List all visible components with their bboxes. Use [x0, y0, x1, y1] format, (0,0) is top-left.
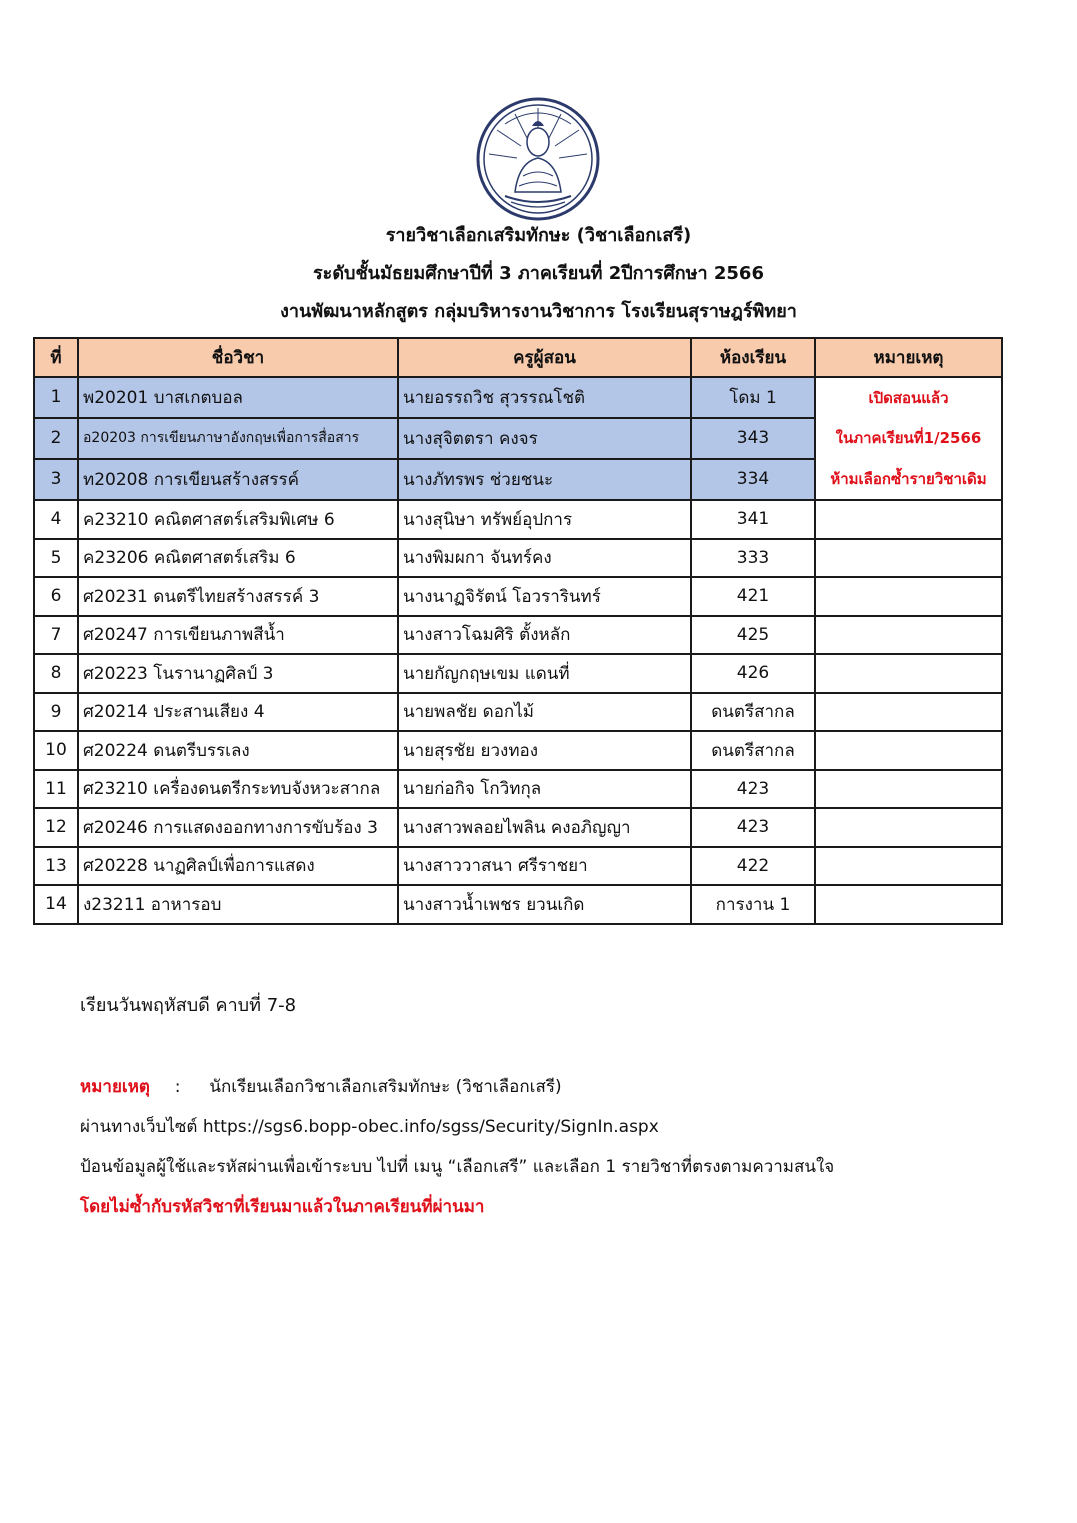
row-number: 14: [34, 885, 78, 924]
note-empty: [815, 731, 1002, 770]
subject-name: ศ20224 ดนตรีบรรเลง: [78, 731, 398, 770]
subject-name: ศ23210 เครื่องดนตรีกระทบจังหวะสากล: [78, 770, 398, 809]
table-row: [34, 654, 1002, 693]
document-title-block: [0, 226, 1077, 322]
row-number: 13: [34, 847, 78, 886]
teacher-name: นางสาวโฉมศิริ ตั้งหลัก: [398, 616, 691, 655]
row-number: 3: [34, 459, 78, 500]
table-row: [34, 770, 1002, 809]
column-header-no: ที่: [34, 338, 78, 377]
table-row: [34, 377, 1002, 418]
school-logo: [475, 96, 601, 222]
remark-text-1: นักเรียนเลือกวิชาเลือกเสริมทักษะ (วิชาเลือกเสรี): [209, 1077, 562, 1097]
table-row: [34, 577, 1002, 616]
row-number: 6: [34, 577, 78, 616]
row-number: 2: [34, 418, 78, 459]
room-name: 341: [691, 500, 815, 539]
row-number: 7: [34, 616, 78, 655]
table-row: [34, 885, 1002, 924]
remark-line-3: ป้อนข้อมูลผู้ใช้และรหัสผ่านเพื่อเข้าระบบ ไปที่ เมนู “เลือกเสรี” และเลือก 1 รายวิชาที่ตรงตามความสนใจ: [80, 1157, 835, 1177]
note-empty: [815, 616, 1002, 655]
table-row: [34, 808, 1002, 847]
column-header-teacher: ครูผู้สอน: [398, 338, 691, 377]
remark-separator: :: [174, 1077, 181, 1097]
note-empty: [815, 539, 1002, 578]
teacher-name: นายพลชัย ดอกไม้: [398, 693, 691, 732]
room-name: 333: [691, 539, 815, 578]
room-name: 423: [691, 808, 815, 847]
room-name: 425: [691, 616, 815, 655]
room-name: 422: [691, 847, 815, 886]
teacher-name: นางสาวพลอยไพลิน คงอภิญญา: [398, 808, 691, 847]
teacher-name: นางสาววาสนา ศรีราชยา: [398, 847, 691, 886]
subject-name: ศ20246 การแสดงออกทางการขับร้อง 3: [78, 808, 398, 847]
teacher-name: นางสุนิษา ทรัพย์อุปการ: [398, 500, 691, 539]
note-empty: [815, 885, 1002, 924]
subject-name: ศ20214 ประสานเสียง 4: [78, 693, 398, 732]
room-name: ดนตรีสากล: [691, 693, 815, 732]
teacher-name: นางพิมผกา จันทร์คง: [398, 539, 691, 578]
note-empty: [815, 500, 1002, 539]
subject-name: ค23210 คณิตศาสตร์เสริมพิเศษ 6: [78, 500, 398, 539]
remark-line-4: โดยไม่ซ้ำกับรหัสวิชาที่เรียนมาแล้วในภาคเรียนที่ผ่านมา: [80, 1197, 485, 1217]
title-line-1: รายวิชาเลือกเสริมทักษะ (วิชาเลือกเสรี): [385, 225, 692, 246]
column-header-room: ห้องเรียน: [691, 338, 815, 377]
row-number: 5: [34, 539, 78, 578]
table-row: [34, 693, 1002, 732]
room-name: 334: [691, 459, 815, 500]
teacher-name: นางสุจิตตรา คงจร: [398, 418, 691, 459]
subject-name: อ20203 การเขียนภาษาอังกฤษเพื่อการสื่อสาร: [78, 418, 398, 459]
row-number: 8: [34, 654, 78, 693]
row-number: 12: [34, 808, 78, 847]
teacher-name: นางสาวน้ำเพชร ยวนเกิด: [398, 885, 691, 924]
note-line-3: ห้ามเลือกซ้ำรายวิชาเดิม: [830, 469, 987, 488]
room-name: โดม 1: [691, 377, 815, 418]
column-header-note: หมายเหตุ: [815, 338, 1002, 377]
teacher-name: นายสุรชัย ยวงทอง: [398, 731, 691, 770]
room-name: การงาน 1: [691, 885, 815, 924]
schedule-text: เรียนวันพฤหัสบดี คาบที่ 7-8: [80, 995, 297, 1016]
row-number: 4: [34, 500, 78, 539]
teacher-name: นางภัทรพร ช่วยชนะ: [398, 459, 691, 500]
subject-name: ศ20228 นาฏศิลป์เพื่อการแสดง: [78, 847, 398, 886]
note-cell: [815, 377, 1002, 501]
note-empty: [815, 577, 1002, 616]
remark-line-1: [80, 1075, 834, 1115]
note-empty: [815, 808, 1002, 847]
note-empty: [815, 654, 1002, 693]
teacher-name: นายกัญกฤษเขม แดนที่: [398, 654, 691, 693]
room-name: 343: [691, 418, 815, 459]
subject-name: พ20201 บาสเกตบอล: [78, 377, 398, 418]
title-line-3: งานพัฒนาหลักสูตร กลุ่มบริหารงานวิชาการ โรงเรียนสุราษฎร์พิทยา: [280, 301, 797, 322]
note-empty: [815, 847, 1002, 886]
remark-block: [80, 1075, 834, 1235]
table-row: [34, 539, 1002, 578]
column-header-subject: ชื่อวิชา: [78, 338, 398, 377]
teacher-name: นางนาฏจิรัตน์ โอวรารินทร์: [398, 577, 691, 616]
room-name: 423: [691, 770, 815, 809]
note-empty: [815, 770, 1002, 809]
room-name: ดนตรีสากล: [691, 731, 815, 770]
table-row: [34, 616, 1002, 655]
table-row: [34, 731, 1002, 770]
remark-label: หมายเหตุ: [80, 1077, 150, 1097]
room-name: 426: [691, 654, 815, 693]
subject-name: ง23211 อาหารอบ: [78, 885, 398, 924]
note-line-1: เปิดสอนแล้ว: [868, 388, 949, 407]
teacher-name: นายอรรถวิช สุวรรณโชติ: [398, 377, 691, 418]
course-table: [33, 337, 1003, 925]
subject-name: ศ20223 โนรานาฏศิลป์ 3: [78, 654, 398, 693]
title-line-2: ระดับชั้นมัธยมศึกษาปีที่ 3 ภาคเรียนที่ 2ปีการศึกษา 2566: [313, 263, 764, 284]
row-number: 11: [34, 770, 78, 809]
table-row: [34, 500, 1002, 539]
room-name: 421: [691, 577, 815, 616]
subject-name: ค23206 คณิตศาสตร์เสริม 6: [78, 539, 398, 578]
subject-name: ศ20231 ดนตรีไทยสร้างสรรค์ 3: [78, 577, 398, 616]
row-number: 1: [34, 377, 78, 418]
table-header-row: [34, 338, 1002, 377]
note-empty: [815, 693, 1002, 732]
teacher-name: นายก่อกิจ โกวิทกุล: [398, 770, 691, 809]
table-row: [34, 847, 1002, 886]
subject-name: ศ20247 การเขียนภาพสีน้ำ: [78, 616, 398, 655]
row-number: 10: [34, 731, 78, 770]
note-line-2: ในภาคเรียนที่1/2566: [835, 429, 982, 447]
row-number: 9: [34, 693, 78, 732]
remark-line-2: ผ่านทางเว็บไซต์ https://sgs6.bopp-obec.info/sgss/Security/SignIn.aspx: [80, 1117, 659, 1137]
subject-name: ท20208 การเขียนสร้างสรรค์: [78, 459, 398, 500]
